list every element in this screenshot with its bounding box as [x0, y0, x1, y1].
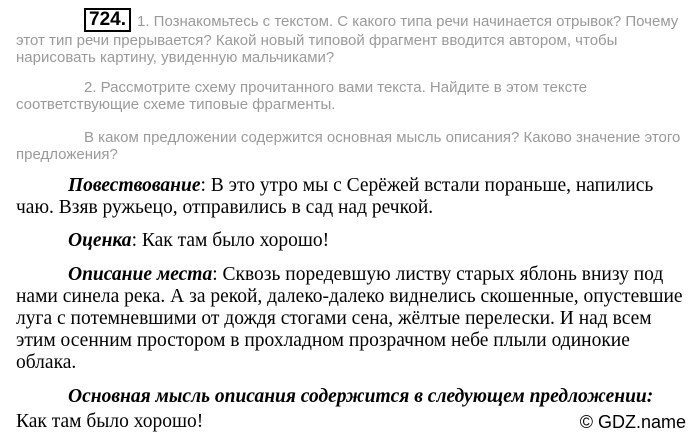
main-idea-text: Как там было хорошо! — [16, 411, 204, 432]
place-description-paragraph — [16, 264, 688, 374]
task-1-text: 1. Познакомьтесь с текстом. С какого типа речи начинается отрывок? Почему этот тип речи прерывается? Какой новый типовой фрагмент вводится автором, чтобы нарисовать картину, увиденную мальчиками? — [16, 13, 679, 66]
place-label: Описание места — [68, 264, 213, 285]
evaluation-label: Оценка — [68, 230, 132, 251]
task-1 — [16, 8, 688, 66]
task-2: 2. Рассмотрите схему прочитанного вами текста. Найдите в этом тексте соответствующие схеме типовые фрагменты. — [16, 79, 588, 113]
gdz-watermark: © GDZ.name — [579, 412, 686, 432]
evaluation-text: : Как там было хорошо! — [131, 230, 330, 251]
task-3: В каком предложении содержится основная мысль описания? Каково значение этого предложения? — [16, 129, 681, 163]
place-text: : Сквозь поредевшую листву старых яблонь внизу под нами синела река. А за рекой, далеко-далеко виднелись скошенные, опустевшие луга с потемневшими от дождя стогами сена, жёлтые перелески. И над всем этим осенним простором в прохладном прозрачном небе плыли одинокие облака. — [16, 264, 683, 373]
narration-paragraph — [16, 175, 688, 219]
narration-label: Повествование — [68, 175, 201, 196]
evaluation-paragraph — [16, 230, 688, 252]
narration-text: : В это утро мы с Серёжей встали пораньше, напились чаю. Взяв ружьецо, отправились в сад над речкой. — [16, 175, 654, 218]
exercise-number-badge: 724. — [84, 8, 131, 32]
main-idea-heading: Основная мысль описания содержится в следующем предложении: — [68, 386, 654, 407]
